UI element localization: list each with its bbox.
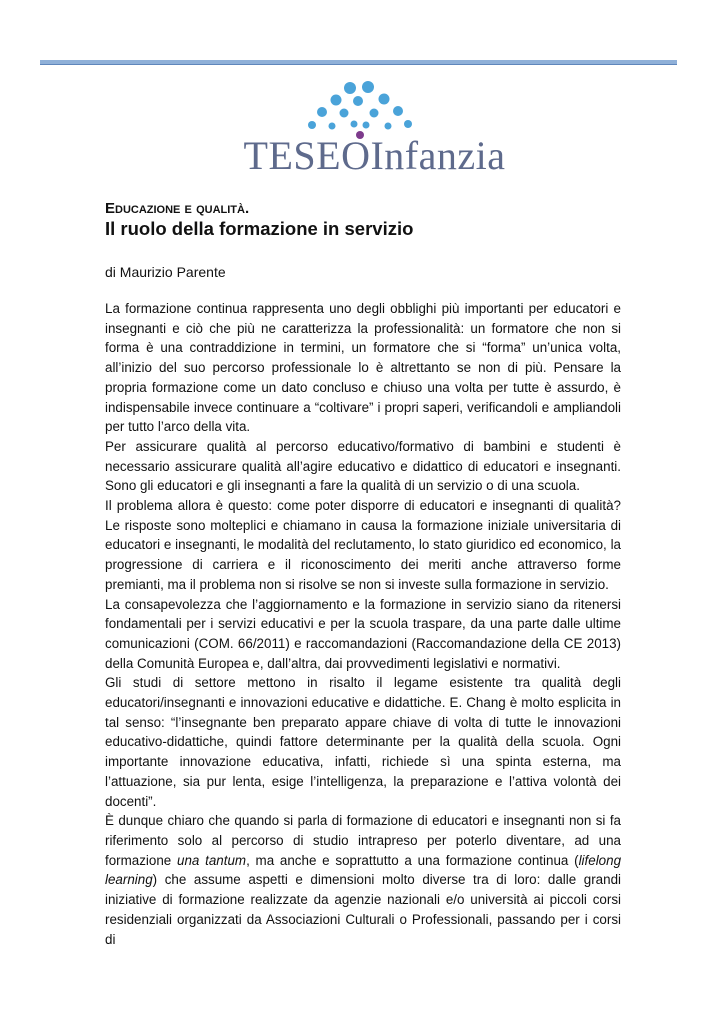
top-rule (40, 60, 677, 65)
tree-dots-icon (292, 80, 432, 140)
teseo-infanzia-logo (232, 80, 517, 180)
italic-phrase: lifelong learning (105, 852, 622, 888)
paragraph: La consapevolezza che l’aggiornamento e la formazione in servizio siano da ritenersi fondamentali per i servizi educativi e per la scuola traspare, da una parte dalle ultime comunicazioni (COM. 66/2011) e raccomandazioni (Raccomandazione della CE 2013) della Comunità Europea e, dall’altra, dai provvedimenti legislativi e normativi. (105, 596, 621, 671)
article-title: Il ruolo della formazione in servizio (105, 218, 414, 239)
paragraph: Il problema allora è questo: come poter disporre di educatori e insegnanti di qualità? Le risposte sono molteplici e chiamano in causa la formazione iniziale universitaria di educatori e insegnanti, le modalità del reclutamento, lo stato giuridico ed economico, la progressione di carriera e il riconoscimento dei meriti anche attraverso forme premianti, ma il problema non si risolve se non si investe sulla formazione in servizio. (105, 498, 621, 592)
paragraph: Gli studi di settore mettono in risalto il legame esistente tra qualità degli educatori/insegnanti e innovazioni educative e didattiche. E. Chang è molto esplicita in tal senso: “l’insegnante ben preparato appare chiave di volta di tutte le innovazioni educativo-didattiche, quindi fattore determinante per la qualità della scuola. Ogni importante innovazione educativa, infatti, richiede sì una spinta esterna, ma l’attuazione, sia pur lenta, esige l’intelligenza, la preparazione e l’attiva volontà dei docenti”. (105, 675, 621, 809)
article-kicker (105, 200, 249, 217)
logo-wordmark: TESEOInfanzia (243, 133, 506, 178)
paragraph: La formazione continua rappresenta uno degli obblighi più importanti per educatori e insegnanti e ciò che più ne caratterizza la professionalità: un formatore che non si forma è una contraddizione in termini, un formatore che si “forma” un’unica volta, all’inizio del suo percorso professionale lo è altrettanto se non di più. Pensare la propria formazione come un dato concluso e chiuso una volta per tutte è assurdo, è indispensabile invece continuare a “coltivare” i propri saperi, verificandoli e ampliandoli per tutto l’arco della vita. (105, 301, 621, 435)
paragraph: Per assicurare qualità al percorso educativo/formativo di bambini e studenti è necessario assicurare qualità all’agire educativo e didattico di educatori e insegnanti. Sono gli educatori e gli insegnanti a fare la qualità di un servizio o di una scuola. (105, 438, 621, 494)
paragraph: È dunque chiaro che quando si parla di formazione di educatori e insegnanti non si fa riferimento solo al percorso di studio intrapreso per poterlo diventare, ad una formazione una tantum, ma anche e soprattutto a una formazione continua (lifelong learning) che assume aspetti e dimensioni molto diverse tra di loro: dalle grandi iniziative di formazione realizzate da agenzie nazionali e/o università ai piccoli corsi residenziali organizzati da Associazioni Culturali o Professionali, passando per i corsi di (105, 813, 622, 947)
author-line: di Maurizio Parente (105, 264, 226, 280)
kicker-text: Educazione e qualità. (105, 200, 250, 217)
article-body (105, 299, 621, 949)
italic-phrase: una tantum (177, 852, 247, 868)
